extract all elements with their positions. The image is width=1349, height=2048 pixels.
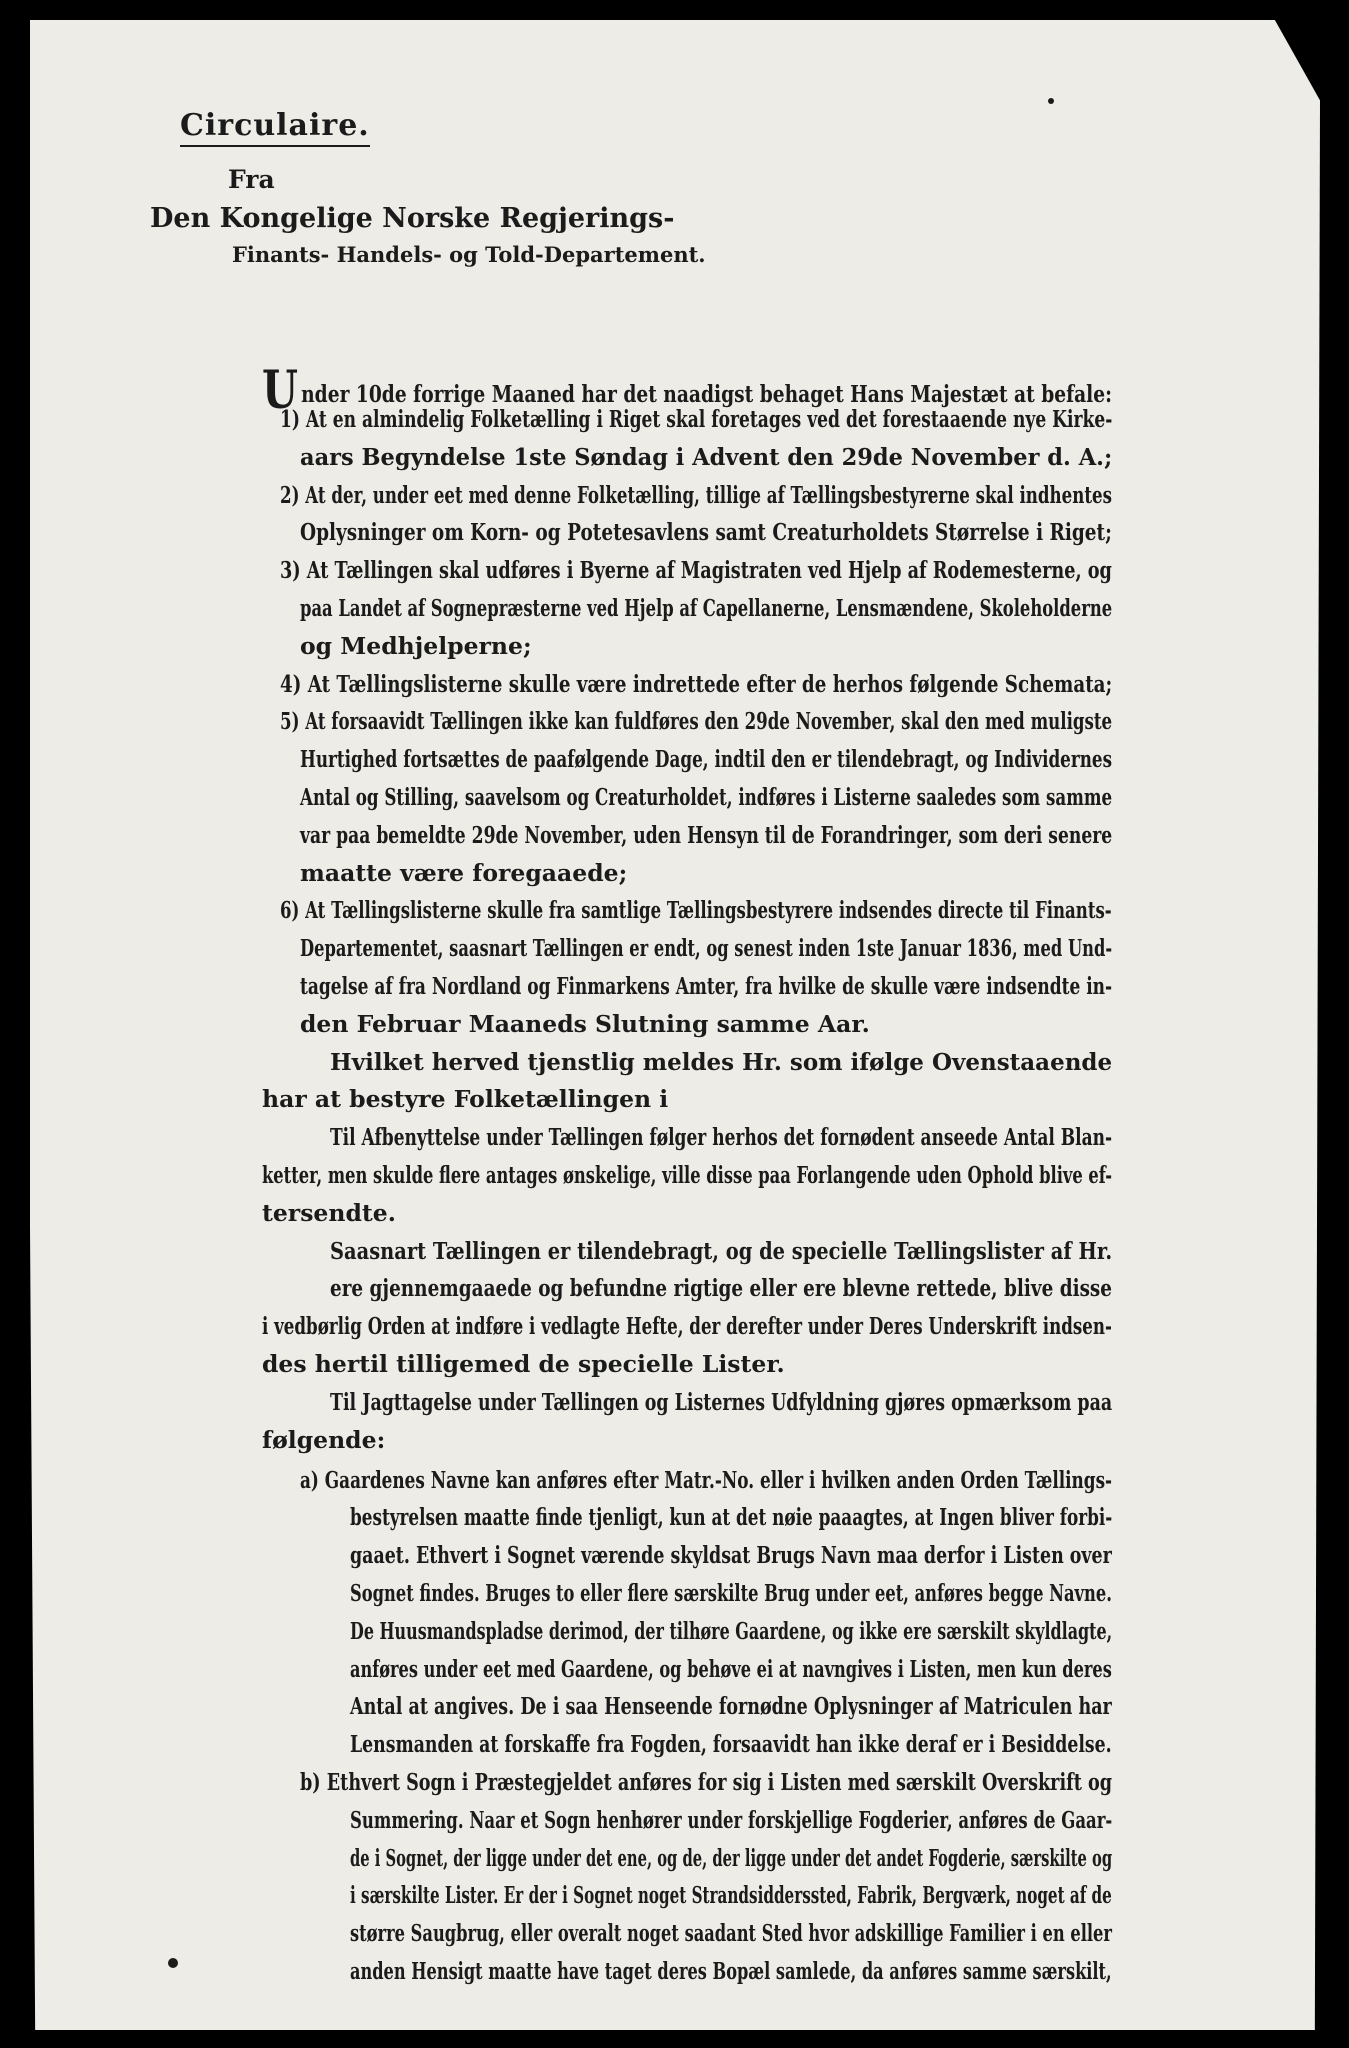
body-line: ketter, men skulde flere antages ønskelige, ville disse paa Forlangende uden Ophold blive ef- bbox=[262, 1161, 1113, 1189]
body-line: Antal og Stilling, saavelsom og Creaturholdet, indføres i Listerne saaledes som samme bbox=[300, 783, 1113, 811]
body-line: Hvilket herved tjenstlig meldes Hr. som ifølge Ovenstaaende bbox=[330, 1047, 1113, 1076]
body-line: 4) At Tællingslisterne skulle være indrettede efter de herhos følgende Schemata; bbox=[280, 669, 1113, 698]
document-title: Circulaire. bbox=[180, 108, 370, 147]
body-line: følgende: bbox=[262, 1425, 386, 1454]
body-line: Antal at angives. De i saa Henseende fornødne Oplysninger af Matriculen har bbox=[350, 1692, 1112, 1721]
body-line: 2) At der, under eet med denne Folketælling, tillige af Tællingsbestyrerne skal indhentes bbox=[280, 480, 1113, 509]
body-line: Summering. Naar et Sogn henhører under forskjellige Fogderier, anføres de Gaar- bbox=[350, 1805, 1113, 1834]
body-line: bestyrelsen maatte finde tjenligt, kun at det nøie paaagtes, at Ingen bliver forbi- bbox=[350, 1503, 1113, 1532]
ink-speck bbox=[1048, 98, 1054, 104]
body-line: paa Landet af Sognepræsterne ved Hjelp af Capellanerne, Lensmændene, Skoleholderne bbox=[300, 594, 1113, 622]
body-line: De Huusmandspladse derimod, der tilhøre Gaardene, og ikke ere særskilt skyldlagte, bbox=[350, 1616, 1113, 1645]
body-line: tagelse af fra Nordland og Finmarkens Amter, fra hvilke de skulle være indsendte in- bbox=[300, 972, 1113, 1000]
body-line: Sognet findes. Bruges to eller flere særskilte Brug under eet, anføres begge Navne. bbox=[350, 1579, 1112, 1607]
body-line: den Februar Maaneds Slutning samme Aar. bbox=[300, 1009, 870, 1038]
body-line: 3) At Tællingen skal udføres i Byerne af Magistraten ved Hjelp af Rodemesterne, og bbox=[280, 556, 1112, 585]
body-line: anden Hensigt maatte have taget deres Bopæl samlede, da anføres samme særskilt, bbox=[350, 1957, 1112, 1985]
body-line: Til Jagttagelse under Tællingen og Listernes Udfyldning gjøres opmærksom paa bbox=[330, 1387, 1113, 1416]
sender-department: Finants- Handels- og Told-Departement. bbox=[232, 242, 706, 267]
body-line: b) Ethvert Sogn i Præstegjeldet anføres for sig i Listen med særskilt Overskrift og bbox=[300, 1768, 1113, 1796]
body-line: Saasnart Tællingen er tilendebragt, og de specielle Tællingslister af Hr. bbox=[330, 1236, 1113, 1265]
body-line: Hurtighed fortsættes de paafølgende Dage, indtil den er tilendebragt, og Individernes bbox=[300, 745, 1113, 774]
body-line: Departementet, saasnart Tællingen er endt, og senest inden 1ste Januar 1836, med Und- bbox=[300, 934, 1113, 963]
body-line: større Saugbrug, eller overalt noget saadant Sted hvor adskillige Familier i en eller bbox=[350, 1919, 1112, 1948]
body-line: tersendte. bbox=[262, 1198, 396, 1227]
drop-cap: U bbox=[262, 360, 298, 421]
body-line: i særskilte Lister. Er der i Sognet noget Strandsidderssted, Fabrik, Bergværk, noget af de bbox=[350, 1881, 1112, 1910]
body-line: har at bestyre Folketællingen i bbox=[262, 1085, 669, 1114]
body-line: Oplysninger om Korn- og Potetesavlens samt Creaturholdets Størrelse i Riget; bbox=[300, 518, 1112, 547]
body-line: 6) At Tællingslisterne skulle fra samtlige Tællingsbestyrere indsendes directe til Finants- bbox=[280, 896, 1112, 925]
body-line: og Medhjelperne; bbox=[300, 631, 532, 660]
body-line: 1) At en almindelig Folketælling i Riget skal foretages ved det forestaaende nye Kirke- bbox=[280, 405, 1113, 433]
body-line: Lensmanden at forskaffe fra Fogden, forsaavidt han ikke deraf er i Besiddelse. bbox=[350, 1730, 1112, 1759]
body-line: var paa bemeldte 29de November, uden Hensyn til de Forandringer, som deri senere bbox=[300, 820, 1113, 849]
body-line: a) Gaardenes Navne kan anføres efter Matr.-No. eller i hvilken anden Orden Tællings- bbox=[300, 1465, 1113, 1494]
sender-from: Fra bbox=[228, 165, 275, 194]
body-line: ere gjennemgaaede og befundne rigtige eller ere blevne rettede, blive disse bbox=[330, 1274, 1113, 1303]
opening-text: nder 10de forrige Maaned har det naadigst behaget Hans Majestæt at befale: bbox=[301, 380, 1113, 408]
body-line: maatte være foregaaede; bbox=[300, 858, 628, 887]
body-line: des hertil tilligemed de specielle Lister. bbox=[262, 1350, 785, 1378]
body-line: aars Begyndelse 1ste Søndag i Advent den 29de November d. A.; bbox=[300, 442, 1113, 471]
body-line: de i Sognet, der ligge under det ene, og de, der ligge under det andet Fogderie, særskilte og bbox=[350, 1843, 1113, 1872]
body-line: i vedbørlig Orden at indføre i vedlagte Hefte, der derefter under Deres Underskrift indsen- bbox=[262, 1312, 1112, 1341]
sender-ministry: Den Kongelige Norske Regjerings- bbox=[150, 203, 675, 234]
body-line: anføres under eet med Gaardene, og behøve ei at navngives i Listen, men kun deres bbox=[350, 1654, 1112, 1683]
body-line: gaaet. Ethvert i Sognet værende skyldsat Brugs Navn maa derfor i Listen over bbox=[350, 1541, 1112, 1570]
ink-speck bbox=[168, 1958, 178, 1968]
body-line: Til Afbenyttelse under Tællingen følger herhos det fornødent anseede Antal Blan- bbox=[330, 1123, 1113, 1152]
body-line: 5) At forsaavidt Tællingen ikke kan fuldføres den 29de November, skal den med muligste bbox=[280, 707, 1113, 736]
